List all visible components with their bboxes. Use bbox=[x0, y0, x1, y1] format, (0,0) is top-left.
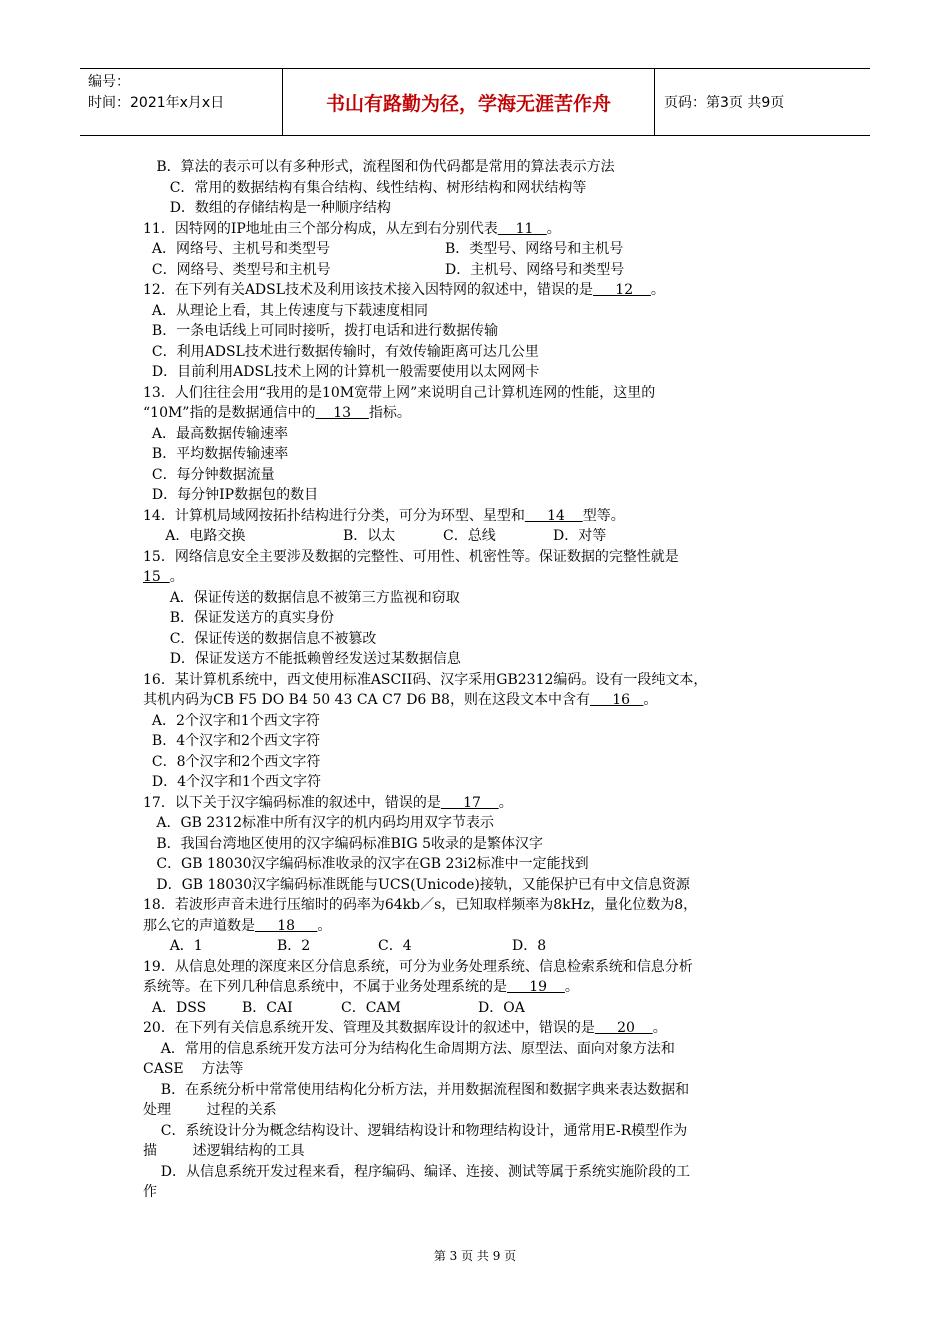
line-text: 19．从信息处理的深度来区分信息系统，可分为业务处理系统、信息检索系统和信息分析 bbox=[143, 958, 693, 975]
question-content bbox=[143, 157, 823, 1203]
line-text: CASE 方法等 bbox=[143, 1061, 244, 1077]
line-text: 其机内码为CB F5 DO B4 50 43 CA C7 D6 B8，则在这段文本中含有 bbox=[143, 692, 590, 708]
text-line bbox=[143, 260, 823, 281]
option-item: B．2 bbox=[277, 938, 311, 954]
text-line bbox=[143, 1059, 823, 1080]
line-text: B．平均数据传输速率 bbox=[143, 446, 289, 462]
line-text: B．算法的表示可以有多种形式，流程图和伪代码都是常用的算法表示方法 bbox=[143, 159, 615, 175]
line-text: C．常用的数据结构有集合结构、线性结构、树形结构和网状结构等 bbox=[143, 179, 587, 196]
line-suffix: 。 bbox=[169, 569, 184, 585]
line-text: C．GB 18030汉字编码标准收录的汉字在GB 23i2标准中一定能找到 bbox=[143, 856, 589, 872]
option-item: D．8 bbox=[512, 938, 547, 954]
text-line bbox=[143, 957, 823, 978]
line-text: C．利用ADSL技术进行数据传输时，有效传输距离可达几公里 bbox=[143, 343, 539, 360]
text-line bbox=[143, 485, 823, 506]
text-line bbox=[143, 444, 823, 465]
text-line bbox=[143, 813, 823, 834]
line-text: 14．计算机局域网按拓扑结构进行分类，可分为环型、星型和 bbox=[143, 507, 525, 524]
text-line bbox=[143, 383, 823, 404]
text-line bbox=[143, 219, 823, 240]
text-line bbox=[143, 526, 823, 547]
answer-blank: 13 bbox=[315, 405, 369, 421]
text-line bbox=[143, 875, 823, 896]
option-item: A．网络号、主机号和类型号 bbox=[143, 241, 331, 257]
text-line bbox=[143, 731, 823, 752]
line-text: D．GB 18030汉字编码标准既能与UCS(Unicode)接轨，又能保护已有中文信息资源 bbox=[143, 876, 690, 893]
text-line bbox=[143, 362, 823, 383]
text-line bbox=[143, 1018, 823, 1039]
text-line bbox=[143, 567, 823, 588]
line-text: B．保证发送方的真实身份 bbox=[143, 610, 334, 626]
line-text: A．保证传送的数据信息不被第三方监视和窃取 bbox=[143, 589, 460, 606]
line-text: 15．网络信息安全主要涉及数据的完整性、可用性、机密性等。保证数据的完整性就是 bbox=[143, 548, 679, 565]
text-line bbox=[143, 403, 823, 424]
line-text: A．GB 2312标准中所有汉字的机内码均用双字节表示 bbox=[143, 815, 495, 831]
line-suffix: 指标。 bbox=[368, 405, 411, 421]
text-line bbox=[143, 834, 823, 855]
text-line bbox=[143, 772, 823, 793]
line-text: C．保证传送的数据信息不被篡改 bbox=[143, 630, 377, 647]
text-line bbox=[143, 239, 823, 260]
text-line bbox=[143, 506, 823, 527]
text-line bbox=[143, 280, 823, 301]
line-text: 18．若波形声音未进行压缩时的码率为64kb／s，已知取样频率为8kHz，量化位数为8， bbox=[143, 897, 698, 913]
line-text: A．常用的信息系统开发方法可分为结构化生命周期方法、原型法、面向对象方法和 bbox=[143, 1040, 675, 1057]
option-item: A．DSS bbox=[143, 999, 207, 1016]
option-item: D．对等 bbox=[553, 528, 607, 544]
text-line bbox=[143, 588, 823, 609]
text-line bbox=[143, 793, 823, 814]
line-text: A．最高数据传输速率 bbox=[143, 425, 289, 442]
line-text: 描 述逻辑结构的工具 bbox=[143, 1143, 305, 1159]
line-text: D．目前利用ADSL技术上网的计算机一般需要使用以太网网卡 bbox=[143, 364, 540, 380]
option-item: C．CAM bbox=[341, 999, 401, 1016]
text-line bbox=[143, 198, 823, 219]
text-line bbox=[143, 711, 823, 732]
line-suffix: 。 bbox=[643, 692, 658, 708]
line-text: B．在系统分析中常常使用结构化分析方法，并用数据流程图和数据字典来表达数据和 bbox=[143, 1081, 690, 1098]
answer-blank: 16 bbox=[589, 692, 644, 708]
line-text: A．2个汉字和1个西文字符 bbox=[143, 712, 320, 729]
text-line bbox=[143, 1080, 823, 1101]
answer-blank: 20 bbox=[594, 1020, 653, 1036]
line-text: D．从信息系统开发过程来看，程序编码、编译、连接、测试等属于系统实施阶段的工 bbox=[143, 1163, 691, 1180]
option-item: D．主机号、网络号和类型号 bbox=[445, 261, 625, 278]
text-line bbox=[143, 998, 823, 1019]
text-line bbox=[143, 895, 823, 916]
answer-blank: 18 bbox=[255, 917, 318, 934]
line-text: D．数组的存储结构是一种顺序结构 bbox=[143, 200, 391, 216]
line-text: 20．在下列有关信息系统开发、管理及其数据库设计的叙述中，错误的是 bbox=[143, 1020, 595, 1036]
option-item: A．电路交换 bbox=[143, 528, 246, 544]
text-line bbox=[143, 1039, 823, 1060]
text-line bbox=[143, 178, 823, 199]
answer-blank: 19 bbox=[507, 979, 565, 995]
code-label: 编号： bbox=[88, 74, 130, 90]
text-line bbox=[143, 1100, 823, 1121]
line-text: D．4个汉字和1个西文字符 bbox=[143, 774, 321, 790]
line-suffix: 。 bbox=[546, 220, 561, 237]
line-text: C．每分钟数据流量 bbox=[143, 466, 275, 483]
header-page-label: 页码：第3页 共9页 bbox=[664, 95, 785, 111]
option-item: B．类型号、网络号和主机号 bbox=[445, 241, 624, 257]
page-header bbox=[80, 68, 870, 136]
text-line bbox=[143, 301, 823, 322]
option-item: C．4 bbox=[378, 938, 412, 954]
option-item: A．1 bbox=[143, 938, 203, 954]
text-line bbox=[143, 936, 823, 957]
line-text: 16．某计算机系统中，西文使用标准ASCII码、汉字采用GB2312编码。设有一段纯文本， bbox=[143, 671, 708, 688]
line-suffix: 型等。 bbox=[582, 507, 625, 524]
answer-blank: 14 bbox=[524, 507, 583, 524]
line-text: B．一条电话线上可同时接听，拨打电话和进行数据传输 bbox=[143, 323, 499, 339]
text-line bbox=[143, 1182, 823, 1203]
line-text: 11．因特网的IP地址由三个部分构成，从左到右分别代表 bbox=[143, 220, 498, 237]
text-line bbox=[143, 752, 823, 773]
answer-blank: 17 bbox=[440, 794, 499, 811]
text-line bbox=[143, 629, 823, 650]
header-motto: 书山有路勤为径，学海无涯苦作舟 bbox=[283, 69, 655, 135]
line-text: C．系统设计分为概念结构设计、逻辑结构设计和物理结构设计，通常用E-R模型作为 bbox=[143, 1122, 688, 1139]
text-line bbox=[143, 608, 823, 629]
line-text: 13．人们往往会用“我用的是10M宽带上网”来说明自己计算机连网的性能，这里的 bbox=[143, 384, 656, 401]
line-text: A．从理论上看，其上传速度与下载速度相同 bbox=[143, 302, 429, 319]
line-text: C．8个汉字和2个西文字符 bbox=[143, 753, 321, 770]
line-suffix: 。 bbox=[498, 794, 513, 811]
line-suffix: 。 bbox=[317, 917, 332, 934]
text-line bbox=[143, 465, 823, 486]
line-text: D．保证发送方不能抵赖曾经发送过某数据信息 bbox=[143, 651, 461, 667]
text-line bbox=[143, 321, 823, 342]
answer-blank: 12 bbox=[593, 282, 651, 298]
line-text: 处理 过程的关系 bbox=[143, 1102, 277, 1118]
line-suffix: 。 bbox=[650, 282, 665, 298]
option-item: C．总线 bbox=[443, 528, 496, 544]
text-line bbox=[143, 977, 823, 998]
line-text: D．每分钟IP数据包的数目 bbox=[143, 487, 319, 503]
header-meta bbox=[80, 69, 283, 135]
option-item: B．以太 bbox=[343, 528, 396, 544]
answer-blank: 11 bbox=[497, 220, 547, 237]
line-text: 系统等。在下列几种信息系统中，不属于业务处理系统的是 bbox=[143, 979, 507, 995]
line-suffix: 。 bbox=[564, 979, 579, 995]
line-text: B．4个汉字和2个西文字符 bbox=[143, 733, 321, 749]
text-line bbox=[143, 690, 823, 711]
text-line bbox=[143, 854, 823, 875]
text-line bbox=[143, 1121, 823, 1142]
text-line bbox=[143, 1162, 823, 1183]
option-item: D．OA bbox=[478, 999, 525, 1016]
text-line bbox=[143, 649, 823, 670]
text-line bbox=[143, 1141, 823, 1162]
line-text: 17．以下关于汉字编码标准的叙述中，错误的是 bbox=[143, 794, 441, 811]
option-item: C．网络号、类型号和主机号 bbox=[143, 261, 331, 278]
time-label: 时间：2021年x月x日 bbox=[88, 95, 225, 111]
text-line bbox=[143, 916, 823, 937]
line-text: B．我国台湾地区使用的汉字编码标准BIG 5收录的是繁体汉字 bbox=[143, 835, 543, 852]
page-footer: 第 3 页 共 9 页 bbox=[433, 1249, 517, 1263]
text-line bbox=[143, 342, 823, 363]
line-text: 12．在下列有关ADSL技术及利用该技术接入因特网的叙述中，错误的是 bbox=[143, 282, 594, 298]
answer-blank: 15 bbox=[143, 569, 170, 585]
text-line bbox=[143, 157, 823, 178]
line-text: “10M”指的是数据通信中的 bbox=[143, 405, 316, 421]
line-text: 作 bbox=[143, 1184, 157, 1200]
text-line bbox=[143, 424, 823, 445]
text-line bbox=[143, 547, 823, 568]
line-suffix: 。 bbox=[652, 1020, 667, 1036]
text-line bbox=[143, 670, 823, 691]
option-item: B．CAI bbox=[242, 999, 293, 1016]
line-text: 那么它的声道数是 bbox=[143, 917, 255, 934]
